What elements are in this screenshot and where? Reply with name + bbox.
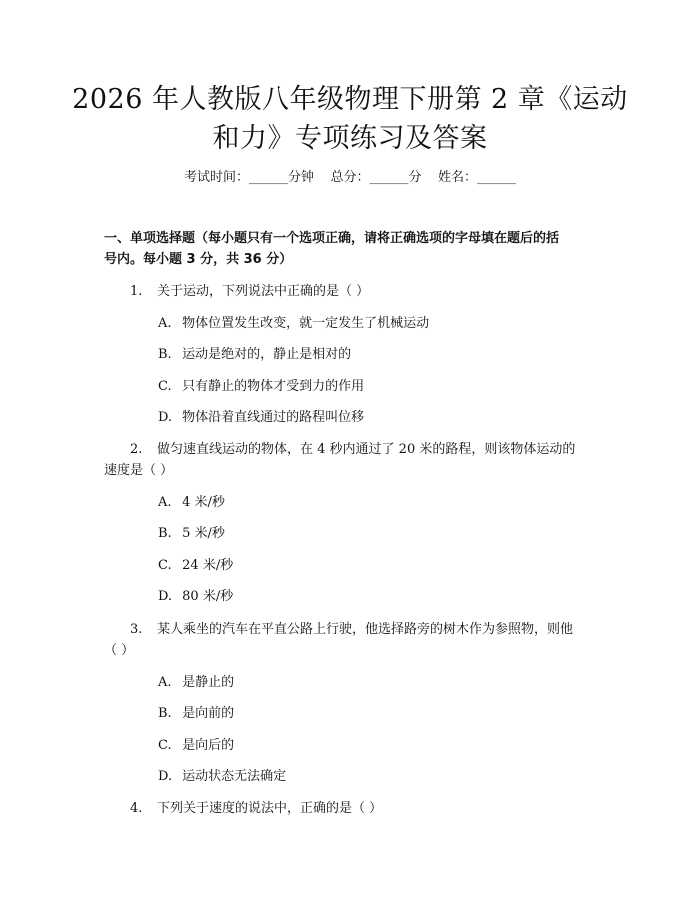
question-4-number: 4.	[130, 801, 143, 816]
option-label: A.	[158, 675, 172, 690]
question-1-text: 关于运动，下列说法中正确的是（ ）	[157, 284, 370, 299]
question-1-option-b	[158, 345, 351, 365]
question-3-option-d	[158, 767, 286, 787]
option-label: D.	[158, 410, 173, 425]
option-label: A.	[158, 495, 172, 510]
question-2-text: 做匀速直线运动的物体，在 4 秒内通过了 20 米的路程，则该物体运动的	[157, 442, 576, 457]
question-2-option-b	[158, 524, 225, 544]
question-2-option-a	[158, 493, 225, 513]
option-text: 4 米/秒	[182, 495, 225, 510]
question-3-text-continued: （ ）	[104, 643, 135, 658]
option-label: C.	[158, 738, 172, 753]
question-4-text: 下列关于速度的说法中，正确的是（ ）	[157, 801, 383, 816]
option-label: B.	[158, 706, 172, 721]
question-3-option-b	[158, 704, 234, 724]
question-2-number: 2.	[130, 442, 143, 457]
question-1-option-d	[158, 408, 364, 428]
question-3-option-c	[158, 736, 234, 756]
question-2-option-d	[158, 587, 233, 607]
question-3-option-a	[158, 673, 234, 693]
option-label: C.	[158, 379, 172, 394]
document-title-line-2: 和力》专项练习及答案	[212, 123, 488, 154]
option-label: B.	[158, 526, 172, 541]
option-text: 5 米/秒	[182, 526, 225, 541]
section-heading-line-2: 号内。每小题 3 分，共 36 分）	[104, 252, 293, 267]
option-text: 是向前的	[182, 706, 235, 721]
exam-info-line: 考试时间：______分钟 总分：______分 姓名：______	[183, 170, 517, 185]
option-text: 24 米/秒	[182, 558, 234, 573]
option-text: 是静止的	[182, 675, 235, 690]
option-text: 运动状态无法确定	[182, 769, 287, 784]
option-text: 只有静止的物体才受到力的作用	[182, 379, 365, 394]
option-text: 80 米/秒	[182, 589, 234, 604]
option-label: D.	[158, 769, 173, 784]
option-label: B.	[158, 347, 172, 362]
question-3-text: 某人乘坐的汽车在平直公路上行驶，他选择路旁的树木作为参照物，则他	[157, 622, 574, 637]
document-title-line-1: 2026 年人教版八年级物理下册第 2 章《运动	[72, 84, 628, 115]
question-1-number: 1.	[130, 284, 143, 299]
question-3-number: 3.	[130, 622, 143, 637]
option-text: 运动是绝对的，静止是相对的	[182, 347, 352, 362]
option-text: 物体沿着直线通过的路程叫位移	[182, 410, 365, 425]
option-label: C.	[158, 558, 172, 573]
option-label: A.	[158, 316, 172, 331]
question-2-option-c	[158, 556, 233, 576]
question-2-text-continued: 速度是（ ）	[104, 463, 174, 478]
option-text: 物体位置发生改变，就一定发生了机械运动	[182, 316, 430, 331]
question-1-option-a	[158, 314, 429, 334]
question-1-option-c	[158, 377, 364, 397]
option-text: 是向后的	[182, 738, 235, 753]
section-heading-line-1: 一、单项选择题（每小题只有一个选项正确，请将正确选项的字母填在题后的括	[104, 231, 560, 246]
option-label: D.	[158, 589, 173, 604]
